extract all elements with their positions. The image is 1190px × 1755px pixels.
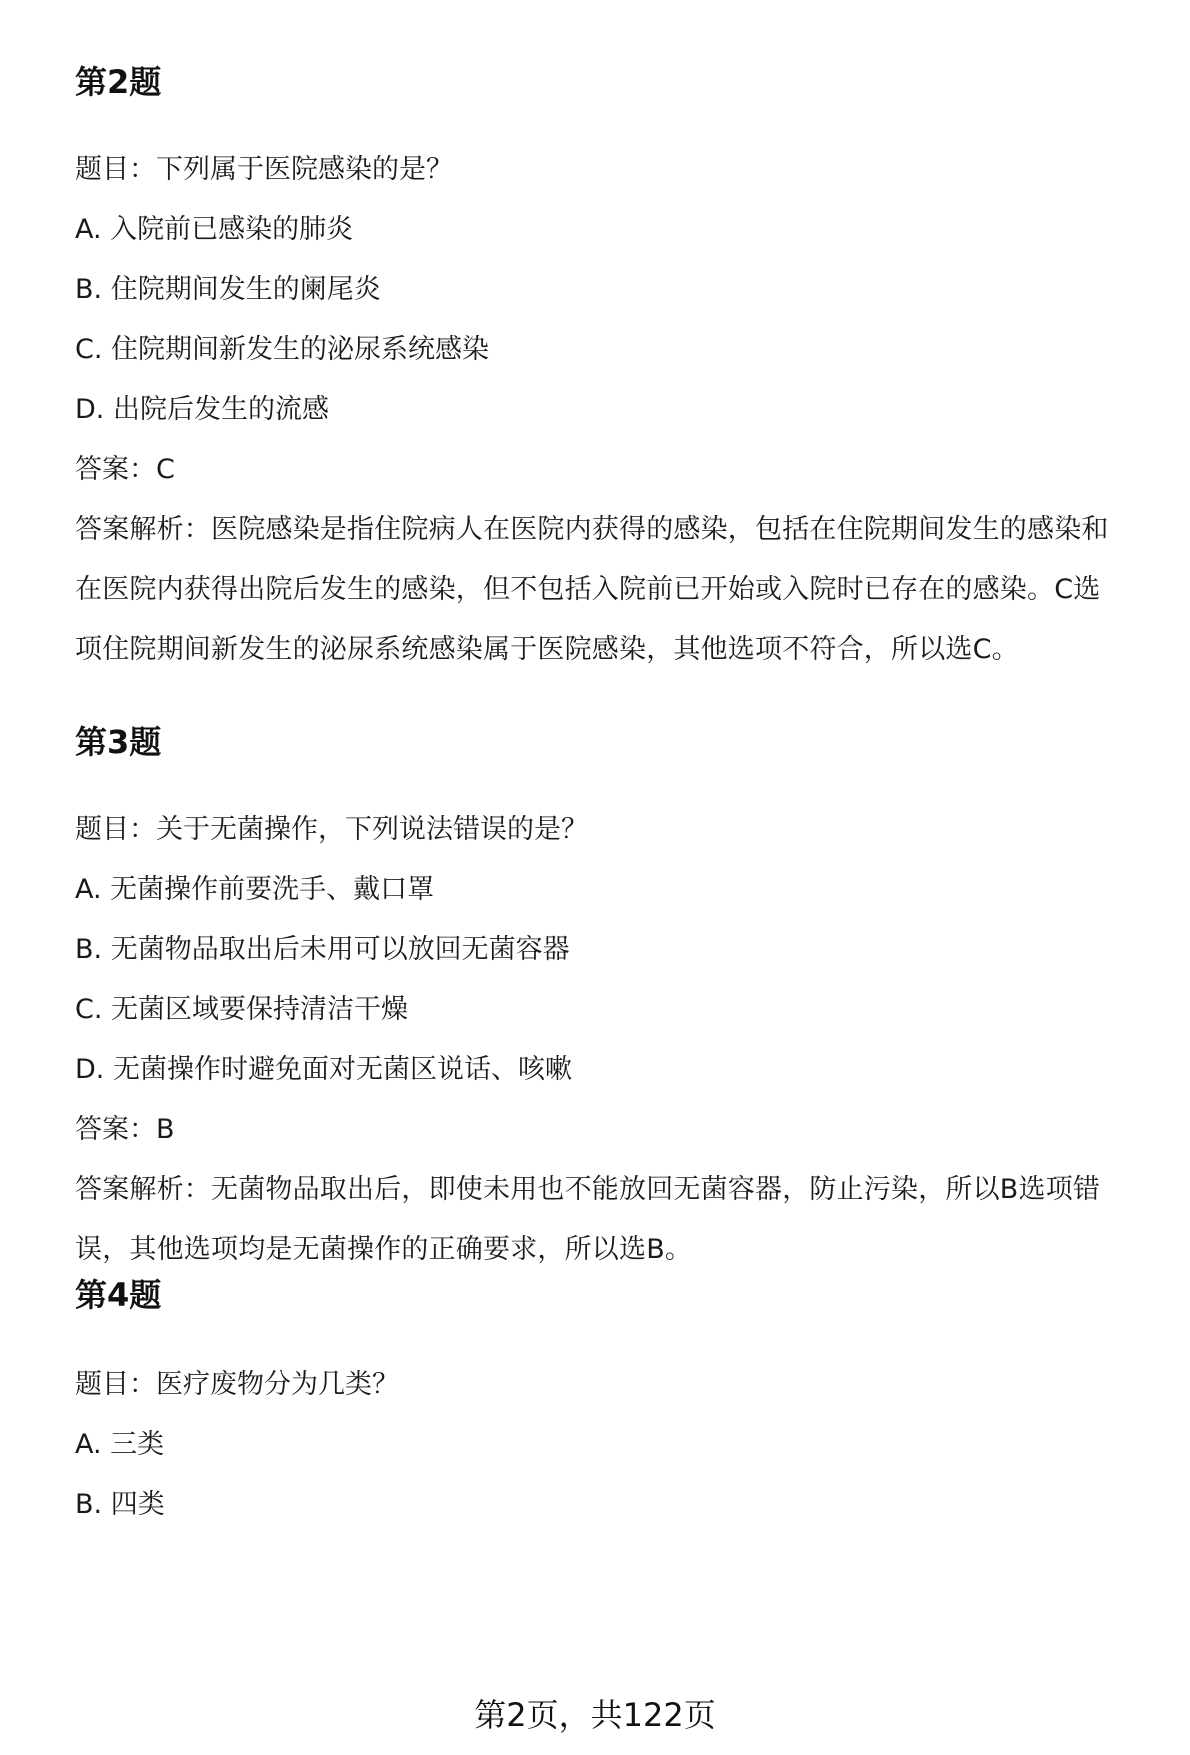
answer-explanation: 答案解析：无菌物品取出后，即使未用也不能放回无菌容器，防止污染，所以B选项错误，其他选项均是无菌操作的正确要求，所以选B。: [75, 1174, 1101, 1265]
question-heading: 第4题: [75, 1276, 162, 1314]
question-heading: 第3题: [75, 723, 162, 761]
question-prompt: 题目：关于无菌操作，下列说法错误的是？: [75, 814, 588, 845]
page-number-footer: 第2页，共122页: [474, 1696, 716, 1734]
answer: 答案：B: [75, 1114, 175, 1145]
option-c: C. 无菌区域要保持清洁干燥: [75, 994, 409, 1025]
option-a: A. 三类: [75, 1429, 165, 1460]
option-d: D. 无菌操作时避免面对无菌区说话、咳嗽: [75, 1054, 572, 1085]
option-b: B. 无菌物品取出后未用可以放回无菌容器: [75, 934, 570, 965]
option-b: B. 住院期间发生的阑尾炎: [75, 274, 381, 305]
question-prompt: 题目：下列属于医院感染的是？: [75, 154, 453, 185]
option-d: D. 出院后发生的流感: [75, 394, 329, 425]
answer: 答案：C: [75, 454, 175, 485]
question-heading: 第2题: [75, 63, 162, 101]
question-prompt: 题目：医疗废物分为几类？: [75, 1369, 399, 1400]
option-a: A. 无菌操作前要洗手、戴口罩: [75, 874, 435, 905]
option-b: B. 四类: [75, 1489, 165, 1520]
option-a: A. 入院前已感染的肺炎: [75, 214, 354, 245]
option-c: C. 住院期间新发生的泌尿系统感染: [75, 334, 490, 365]
answer-explanation: 答案解析：医院感染是指住院病人在医院内获得的感染，包括在住院期间发生的感染和在医院内获得出院后发生的感染，但不包括入院前已开始或入院时已存在的感染。C选项住院期间新发生的泌尿系统感染属于医院感染，其他选项不符合，所以选C。: [75, 514, 1109, 665]
